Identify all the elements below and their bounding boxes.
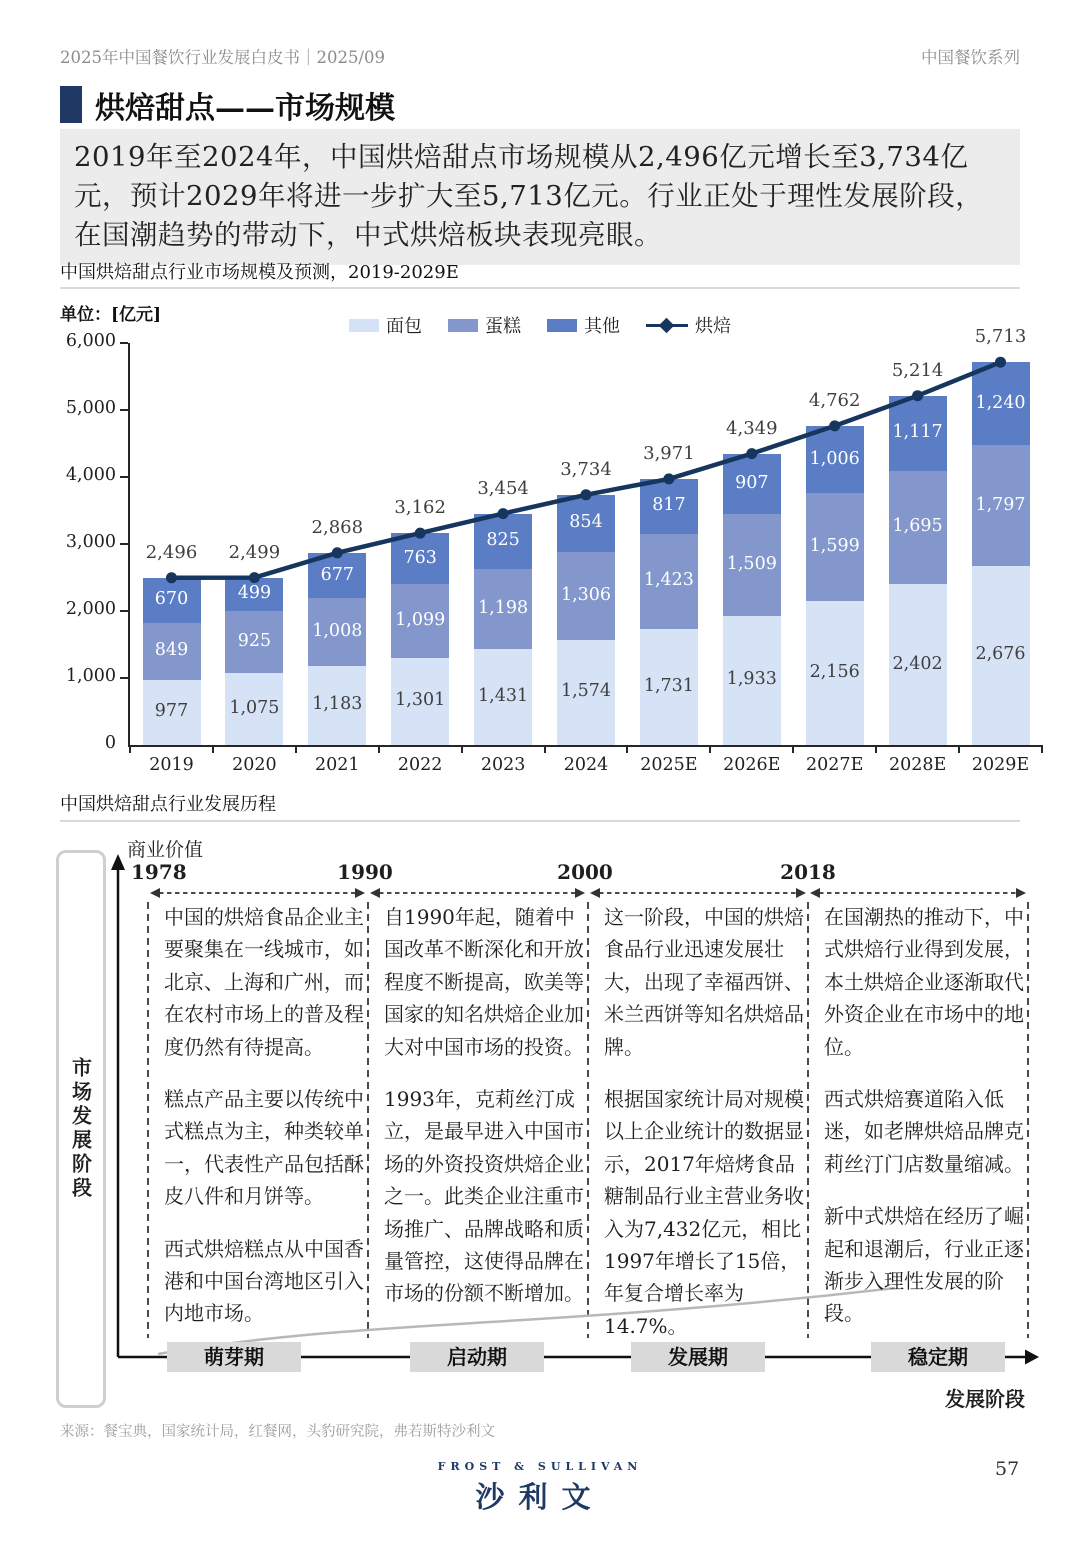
- timeline-year-2000: 2000: [557, 860, 613, 884]
- development-stage-axis-label: 发展阶段: [945, 1387, 1025, 1411]
- x-axis-tick: [295, 745, 297, 753]
- x-axis-tick: [875, 745, 877, 753]
- bar-total-label: 2,499: [228, 541, 281, 563]
- header-right: 中国餐饮系列: [921, 48, 1020, 67]
- x-axis-category-label: 2023: [480, 755, 526, 775]
- y-axis-tick-label: 4,000: [65, 465, 116, 485]
- y-axis-tick: [120, 677, 128, 679]
- bar-segment-value: 1,075: [229, 698, 280, 719]
- x-axis-tick: [544, 745, 546, 753]
- timeline-paragraph: 西式烘焙糕点从中国香港和中国台湾地区引入内地市场。: [164, 1236, 364, 1326]
- divider: [60, 820, 1020, 822]
- bar-total-label: 3,971: [643, 442, 695, 464]
- bar-total-label: 3,454: [477, 477, 529, 499]
- bar-segment-value: 925: [237, 631, 272, 652]
- legend-label: 蛋糕: [485, 316, 521, 337]
- bar-segment-value: 825: [486, 530, 520, 551]
- legend-swatch: [349, 319, 379, 332]
- bar-segment-value: 1,599: [809, 536, 860, 557]
- y-axis-tick-label: 6,000: [65, 331, 116, 351]
- bar-segment-value: 670: [154, 589, 189, 610]
- bar-segment-value: 907: [735, 473, 769, 494]
- bar-total-label: 2,868: [311, 516, 364, 538]
- legend-swatch: [547, 319, 577, 332]
- bar-segment-value: 1,006: [809, 448, 860, 469]
- x-axis-tick: [958, 745, 960, 753]
- stage-label-萌芽期: 萌芽期: [167, 1342, 301, 1372]
- x-axis-tick: [378, 745, 380, 753]
- bar-segment-value: 1,574: [560, 681, 612, 702]
- bar-segment-value: 1,306: [560, 584, 612, 605]
- legend-swatch: [448, 319, 478, 332]
- title-accent-bar: [60, 86, 82, 123]
- market-stage-side-label-text: 市场发展阶段: [68, 1057, 93, 1201]
- bar-segment-value: 1,509: [726, 554, 777, 575]
- summary-highlight: 2019年至2024年，中国烘焙甜点市场规模从2,496亿元增长至3,734亿元，预计2029年将进一步扩大至5,713亿元。行业正处于理性发展阶段，在国潮趋势的带动下，中式烘焙板块表现亮眼。: [60, 129, 1020, 265]
- logo-english: FROST & SULLIVAN: [437, 1460, 643, 1473]
- bar-segment-value: 499: [237, 583, 272, 604]
- bar-total-label: 4,349: [726, 417, 778, 439]
- timeline-year-1990: 1990: [337, 860, 393, 884]
- bar-total-label: 4,762: [808, 390, 861, 411]
- x-axis-category-label: 2020: [232, 755, 277, 775]
- y-axis-tick-label: 5,000: [65, 398, 116, 418]
- bar-segment-value: 1,008: [312, 621, 363, 642]
- bar-segment-value: 1,183: [312, 694, 363, 715]
- timeline-title: 中国烘焙甜点行业发展历程: [60, 794, 276, 815]
- timeline-paragraph: 糕点产品主要以传统中式糕点为主，种类较单一，代表性产品包括酥皮八件和月饼等。: [164, 1086, 364, 1209]
- y-axis-tick: [120, 610, 128, 612]
- bar-segment-value: 849: [154, 640, 189, 661]
- x-axis-category-label: 2025E: [640, 755, 698, 775]
- bar-total-label: 2,496: [145, 541, 198, 563]
- x-axis-category-label: 2021: [315, 755, 360, 775]
- stage-label-发展期: 发展期: [631, 1342, 765, 1372]
- y-axis-tick-label: 3,000: [65, 532, 116, 552]
- timeline-paragraph: 中国的烘焙食品企业主要聚集在一线城市，如北京、上海和广州，而在农村市场上的普及程度仍然有待提高。: [164, 905, 364, 1059]
- stage-label-稳定期: 稳定期: [871, 1342, 1005, 1372]
- stage-label-启动期: 启动期: [410, 1342, 544, 1372]
- x-axis-tick: [626, 745, 628, 753]
- x-axis-tick: [792, 745, 794, 753]
- legend-diamond-marker: [659, 317, 675, 333]
- x-axis-category-label: 2022: [397, 755, 443, 775]
- bar-segment-value: 763: [403, 547, 437, 568]
- timeline-paragraph: 自1990年起，随着中国改革不断深化和开放程度不断提高，欧美等国家的知名烘焙企业加大对中国市场的投资。: [384, 905, 584, 1059]
- timeline-paragraph: 在国潮热的推动下，中式烘焙行业得到发展，本土烘焙企业逐渐取代外资企业在市场中的地位。: [824, 905, 1024, 1059]
- x-axis-tick: [129, 745, 131, 753]
- legend-line-sample: [646, 318, 688, 332]
- trend-line: [130, 343, 1042, 745]
- bar-segment-value: 1,695: [892, 516, 943, 537]
- x-axis-tick: [1041, 745, 1043, 753]
- frost-sullivan-logo: [0, 1460, 1080, 1516]
- x-axis-tick: [461, 745, 463, 753]
- x-axis-category-label: 2019: [149, 755, 194, 775]
- timeline-year-2018: 2018: [780, 860, 836, 884]
- bar-segment-value: 1,301: [395, 690, 446, 711]
- y-axis-tick: [120, 409, 128, 411]
- chart-unit-label: 单位：[亿元]: [60, 305, 162, 325]
- bar-segment-value: 2,676: [975, 644, 1026, 665]
- divider: [60, 287, 1020, 289]
- bar-segment-value: 1,423: [643, 570, 694, 591]
- timeline-period-1990-text: [368, 901, 586, 1330]
- x-axis-category-label: 2028E: [888, 755, 947, 775]
- bar-segment-value: 1,731: [643, 676, 694, 697]
- legend-label: 面包: [386, 316, 422, 337]
- bar-segment-value: 2,156: [809, 661, 860, 682]
- bar-segment-value: 1,099: [395, 610, 446, 631]
- bar-segment-value: 817: [652, 495, 686, 516]
- source-note: 来源：餐宝典，国家统计局，红餐网，头豹研究院，弗若斯特沙利文: [60, 1424, 495, 1440]
- timeline-paragraph: 根据国家统计局对规模以上企业统计的数据显示，2017年焙烤食品糖制品行业主营业务收入为7,432亿元，相比1997年增长了15倍，年复合增长率为14.7%。: [604, 1086, 804, 1338]
- x-axis-category-label: 2024: [563, 755, 609, 775]
- x-axis-category-label: 2027E: [806, 755, 864, 775]
- timeline-paragraph: 1993年，克莉丝汀成立，是最早进入中国市场的外资投资烘焙企业之一。此类企业注重市场推广、品牌战略和质量管控，这使得品牌在市场的份额不断增加。: [384, 1086, 584, 1306]
- bar-segment-value: 854: [569, 512, 603, 533]
- legend-label: 烘焙: [695, 316, 731, 337]
- y-axis-tick-label: 1,000: [65, 666, 116, 686]
- x-axis-tick: [212, 745, 214, 753]
- bar-segment-value: 1,797: [975, 494, 1026, 515]
- y-axis-tick-label: 2,000: [65, 599, 116, 619]
- bar-segment-value: 1,431: [478, 686, 529, 707]
- timeline-period-2018-text: [808, 901, 1026, 1350]
- timeline-paragraph: 这一阶段，中国的烘焙食品行业迅速发展壮大，出现了幸福西饼、米兰西饼等知名烘焙品牌。: [604, 905, 804, 1059]
- bar-total-label: 3,162: [394, 497, 446, 519]
- x-axis-category-label: 2029E: [971, 755, 1030, 775]
- header-left: 2025年中国餐饮行业发展白皮书｜2025/09: [60, 48, 386, 67]
- timeline-period-2000-text: [588, 901, 806, 1362]
- logo-chinese: 沙利文: [475, 1480, 605, 1514]
- chart-title: 中国烘焙甜点行业市场规模及预测，2019-2029E: [60, 262, 459, 283]
- bar-segment-value: 1,117: [892, 422, 943, 443]
- timeline-paragraph: 西式烘焙赛道陷入低迷，如老牌烘焙品牌克莉丝汀门店数量缩减。: [824, 1086, 1024, 1176]
- commercial-value-axis-label: 商业价值: [127, 839, 204, 861]
- y-axis-tick: [120, 476, 128, 478]
- bar-segment-value: 1,198: [478, 598, 529, 619]
- y-axis-tick: [120, 342, 128, 344]
- bar-segment-value: 1,240: [975, 392, 1026, 413]
- bar-total-label: 5,713: [974, 326, 1027, 348]
- bar-total-label: 3,734: [560, 458, 612, 480]
- page-number: 57: [995, 1458, 1020, 1480]
- timeline-paragraph: 新中式烘焙在经历了崛起和退潮后，行业正逐渐步入理性发展的阶段。: [824, 1204, 1024, 1326]
- y-axis-tick-label: 0: [104, 733, 116, 753]
- bar-segment-value: 677: [320, 564, 354, 585]
- x-axis-tick: [709, 745, 711, 753]
- bar-segment-value: 2,402: [892, 653, 943, 674]
- timeline-year-1978: 1978: [131, 860, 187, 884]
- bar-segment-value: 977: [154, 701, 189, 722]
- timeline-period-1978-text: [148, 901, 366, 1350]
- bar-segment-value: 1,933: [726, 669, 777, 690]
- x-axis-category-label: 2026E: [723, 755, 781, 775]
- bar-total-label: 5,214: [891, 359, 944, 381]
- legend-label: 其他: [584, 316, 620, 337]
- page-title: 烘焙甜点——市场规模: [95, 91, 395, 126]
